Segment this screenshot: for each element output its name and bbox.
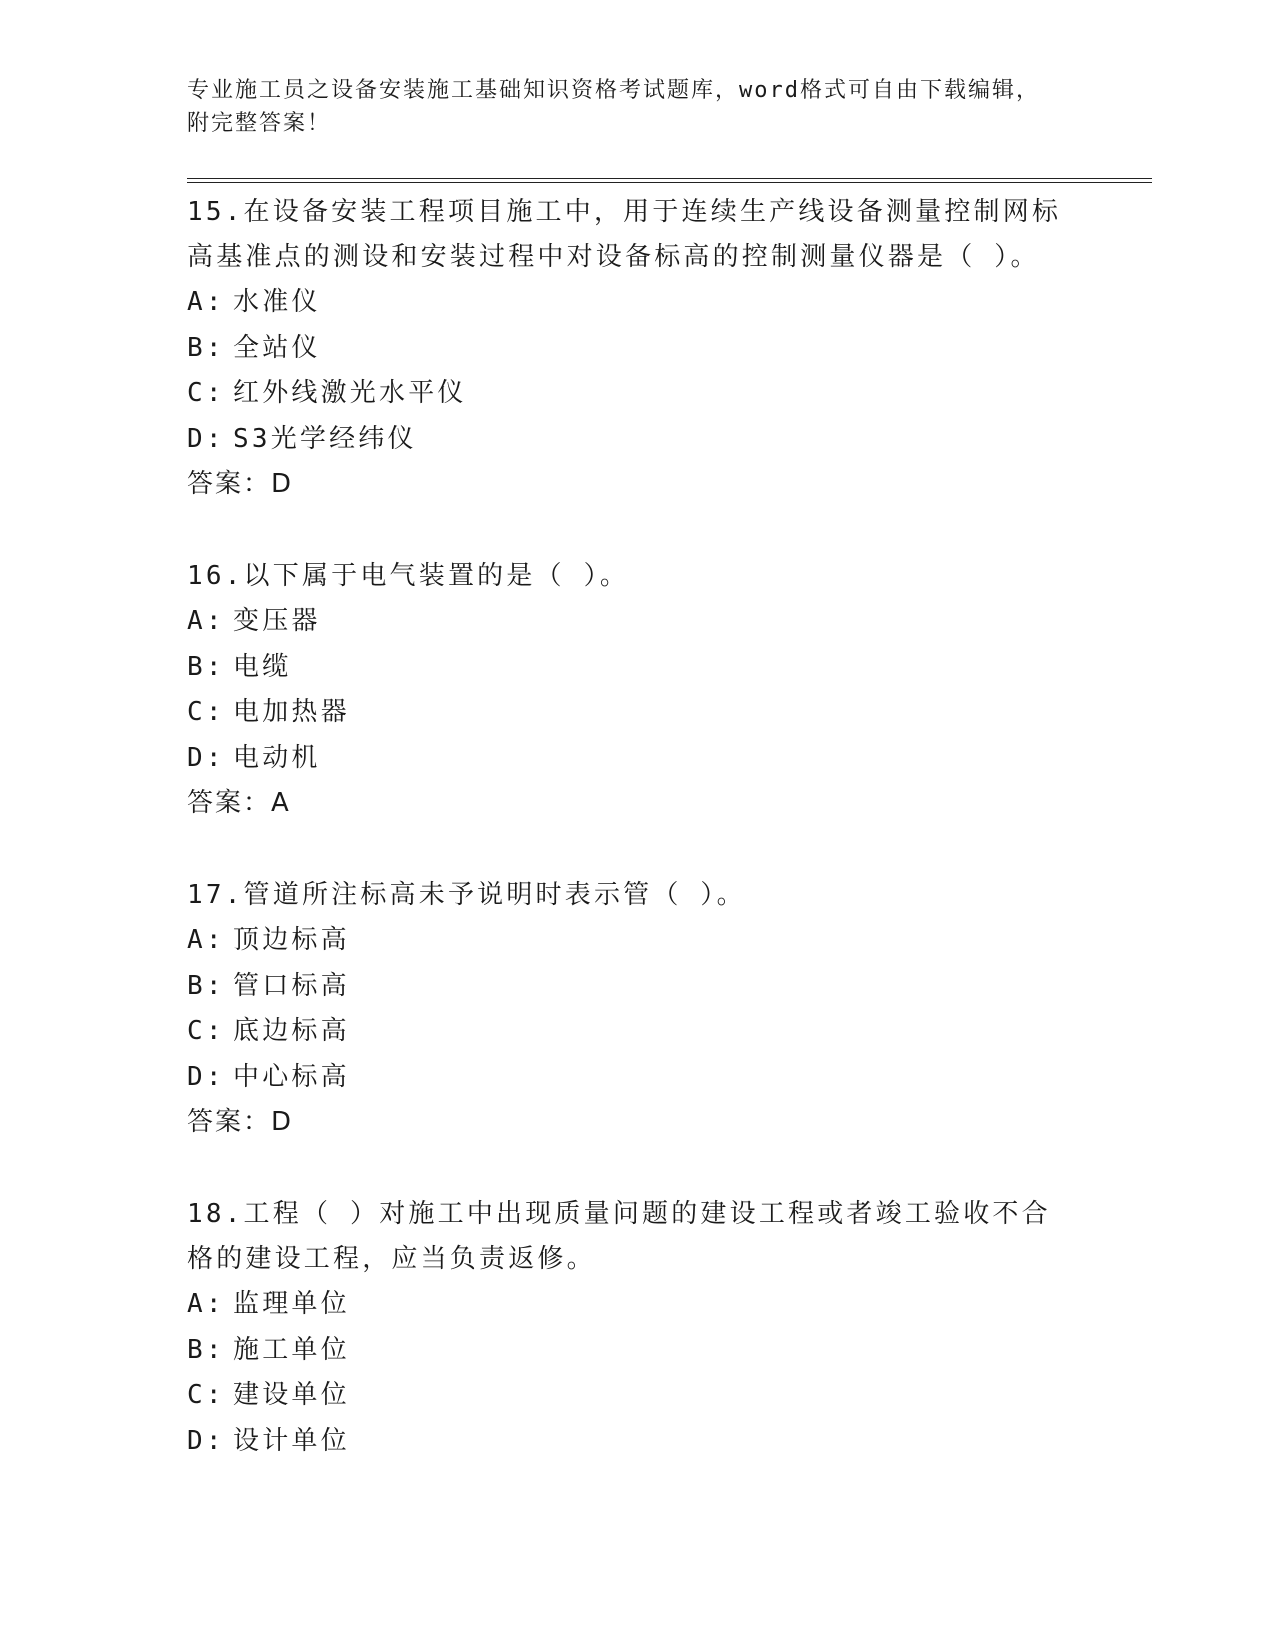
option-a (187, 280, 1087, 326)
option-b (187, 964, 1087, 1010)
answer-line: 答案：D (187, 1107, 294, 1137)
option-text: 监理单位 (233, 1289, 350, 1319)
option-b (187, 326, 1087, 372)
option-letter: C: (187, 1016, 225, 1046)
option-b (187, 645, 1087, 691)
option-letter: B: (187, 651, 225, 682)
question-item (187, 554, 1087, 826)
option-d (187, 736, 1087, 782)
option-c (187, 1009, 1087, 1055)
answer-line: 答案：D (187, 469, 294, 499)
option-d (187, 1055, 1087, 1101)
option-letter: D: (187, 423, 225, 454)
option-a (187, 1282, 1087, 1328)
option-text: 施工单位 (233, 1334, 350, 1365)
option-text: 水准仪 (233, 287, 321, 317)
question-item (187, 190, 1087, 507)
option-text: 中心标高 (233, 1061, 350, 1092)
option-text: S3光学经纬仪 (233, 423, 417, 454)
option-c (187, 690, 1087, 736)
option-text: 电加热器 (233, 697, 350, 727)
option-d (187, 417, 1087, 463)
option-letter: B: (187, 332, 225, 363)
option-text: 管口标高 (233, 970, 350, 1001)
question-item (187, 873, 1087, 1145)
option-letter: D: (187, 1425, 225, 1456)
option-text: 设计单位 (233, 1425, 350, 1456)
option-b (187, 1328, 1087, 1374)
option-c (187, 1373, 1087, 1419)
header-divider (187, 178, 1152, 183)
answer-line: 答案：A (187, 788, 291, 818)
option-letter: C: (187, 378, 225, 408)
option-letter: A: (187, 925, 225, 955)
option-letter: A: (187, 287, 225, 317)
option-text: 变压器 (233, 606, 321, 636)
option-c (187, 371, 1087, 417)
question-stem: 16.以下属于电气装置的是（ ）。 (187, 561, 630, 591)
option-letter: B: (187, 1334, 225, 1365)
header-line-1: 专业施工员之设备安装施工基础知识资格考试题库，word格式可自由下载编辑， (187, 78, 1040, 103)
option-a (187, 918, 1087, 964)
option-text: 电动机 (233, 742, 321, 773)
question-item (187, 1192, 1087, 1464)
option-text: 底边标高 (233, 1016, 350, 1046)
document-header (187, 74, 1087, 140)
option-letter: B: (187, 970, 225, 1001)
question-stem: 17.管道所注标高未予说明时表示管（ ）。 (187, 880, 746, 910)
header-line-2: 附完整答案！ (187, 111, 332, 136)
option-letter: A: (187, 1289, 225, 1319)
option-text: 全站仪 (233, 332, 321, 363)
option-d (187, 1419, 1087, 1465)
option-letter: D: (187, 742, 225, 773)
option-text: 顶边标高 (233, 925, 350, 955)
question-list (187, 190, 1087, 1511)
question-stem: 18.工程（ ）对施工中出现质量问题的建设工程或者竣工验收不合格的建设工程，应当负责返修。 (187, 1199, 1051, 1274)
option-a (187, 599, 1087, 645)
option-letter: D: (187, 1061, 225, 1092)
option-letter: A: (187, 606, 225, 636)
option-text: 红外线激光水平仪 (233, 378, 467, 408)
option-letter: C: (187, 1380, 225, 1410)
option-text: 电缆 (233, 651, 292, 682)
option-letter: C: (187, 697, 225, 727)
option-text: 建设单位 (233, 1380, 350, 1410)
question-stem: 15.在设备安装工程项目施工中，用于连续生产线设备测量控制网标高基准点的测设和安装过程中对设备标高的控制测量仪器是（ ）。 (187, 197, 1062, 272)
